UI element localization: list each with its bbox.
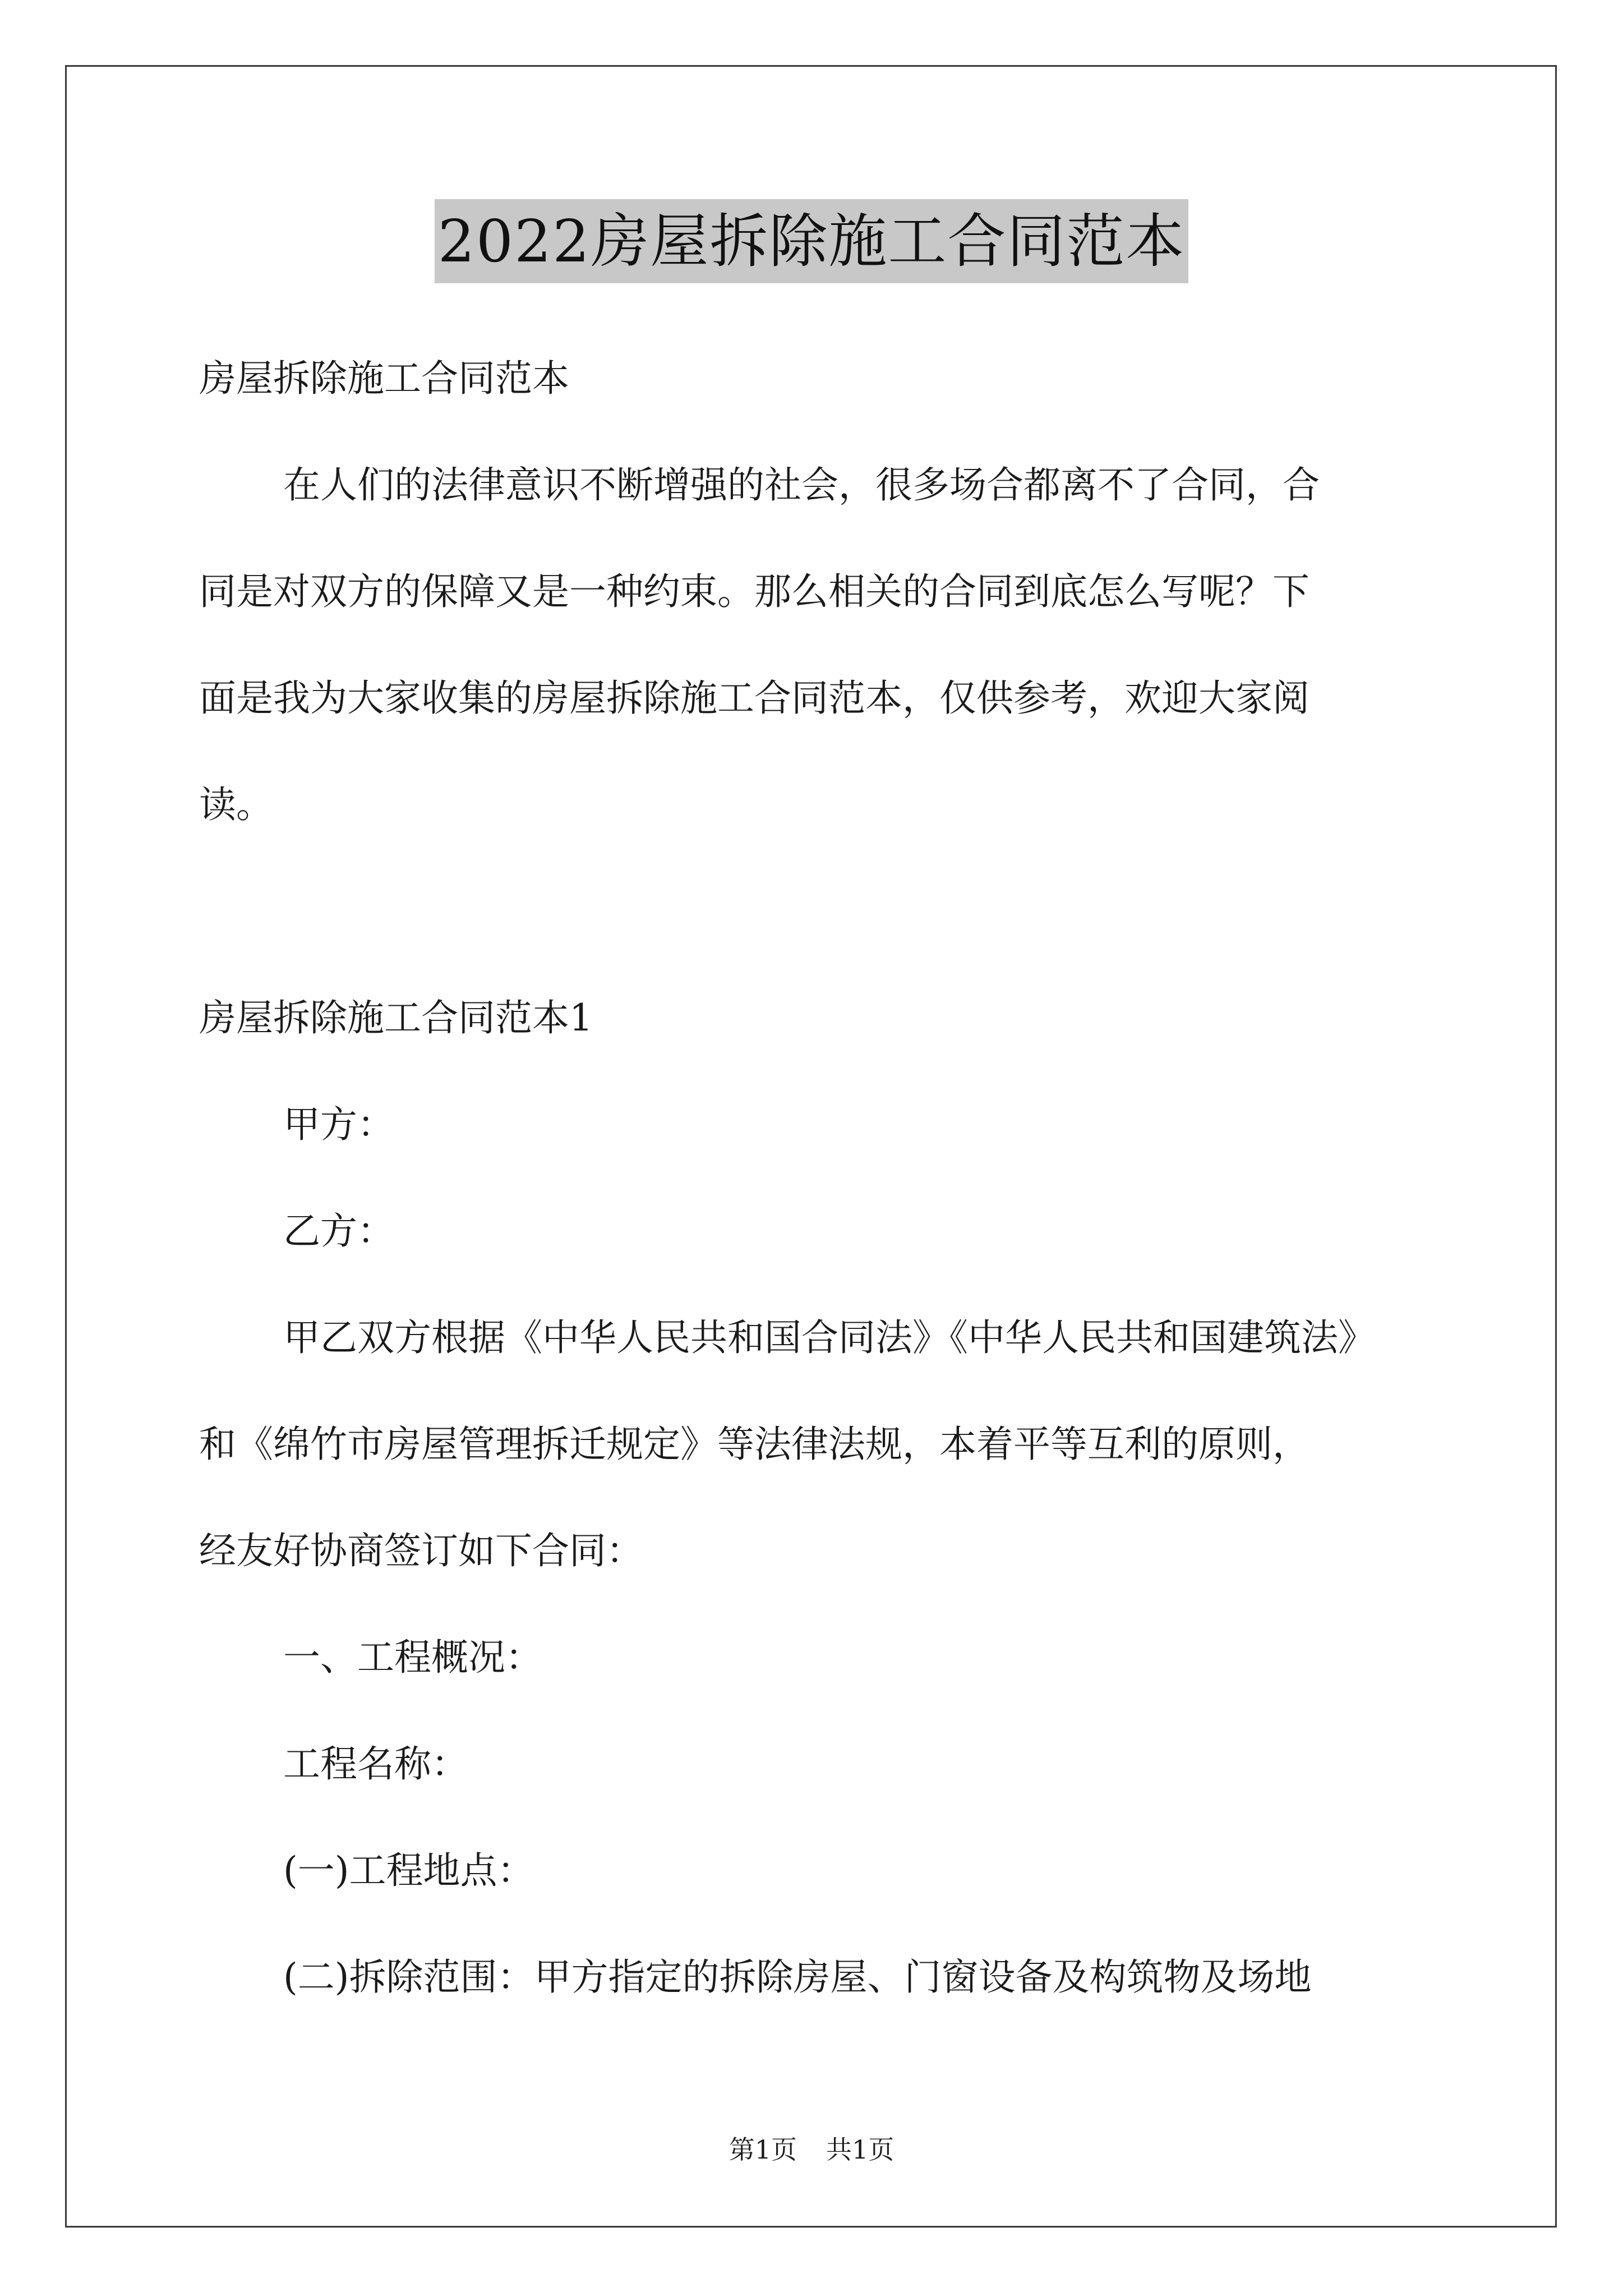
party-a-line: 甲方：	[283, 1103, 394, 1146]
intro-line-1: 在人们的法律意识不断增强的社会，很多场合都离不了合同，合	[283, 463, 1320, 507]
party-b-line: 乙方：	[283, 1209, 394, 1253]
contract-basis-line-3: 经友好协商签订如下合同：	[199, 1529, 643, 1572]
intro-line-3: 面是我为大家收集的房屋拆除施工合同范本，仅供参考，欢迎大家阅	[199, 677, 1310, 720]
contract-basis-line-2: 和《绵竹市房屋管理拆迁规定》等法律法规，本着平等互利的原则，	[199, 1423, 1310, 1466]
project-location-line: (一)工程地点：	[283, 1849, 534, 1892]
intro-line-4: 读。	[199, 783, 273, 826]
intro-line-2: 同是对双方的保障又是一种约束。那么相关的合同到底怎么写呢？下	[199, 570, 1310, 613]
clause-one-heading: 一、工程概况：	[283, 1636, 542, 1679]
demolition-scope-line: (二)拆除范围：甲方指定的拆除房屋、门窗设备及构筑物及场地	[283, 1955, 1312, 1999]
page-number: 第1页	[728, 2134, 797, 2165]
project-name-line: 工程名称：	[283, 1742, 468, 1786]
subtitle-line: 房屋拆除施工合同范本	[199, 357, 569, 400]
title-container	[0, 199, 1623, 283]
document-title: 2022房屋拆除施工合同范本	[435, 199, 1189, 283]
page-total: 共1页	[826, 2134, 895, 2165]
section-heading: 房屋拆除施工合同范本1	[199, 996, 593, 1039]
contract-basis-line-1: 甲乙双方根据《中华人民共和国合同法》《中华人民共和国建筑法》	[283, 1316, 1375, 1359]
page-footer	[0, 2133, 1623, 2166]
